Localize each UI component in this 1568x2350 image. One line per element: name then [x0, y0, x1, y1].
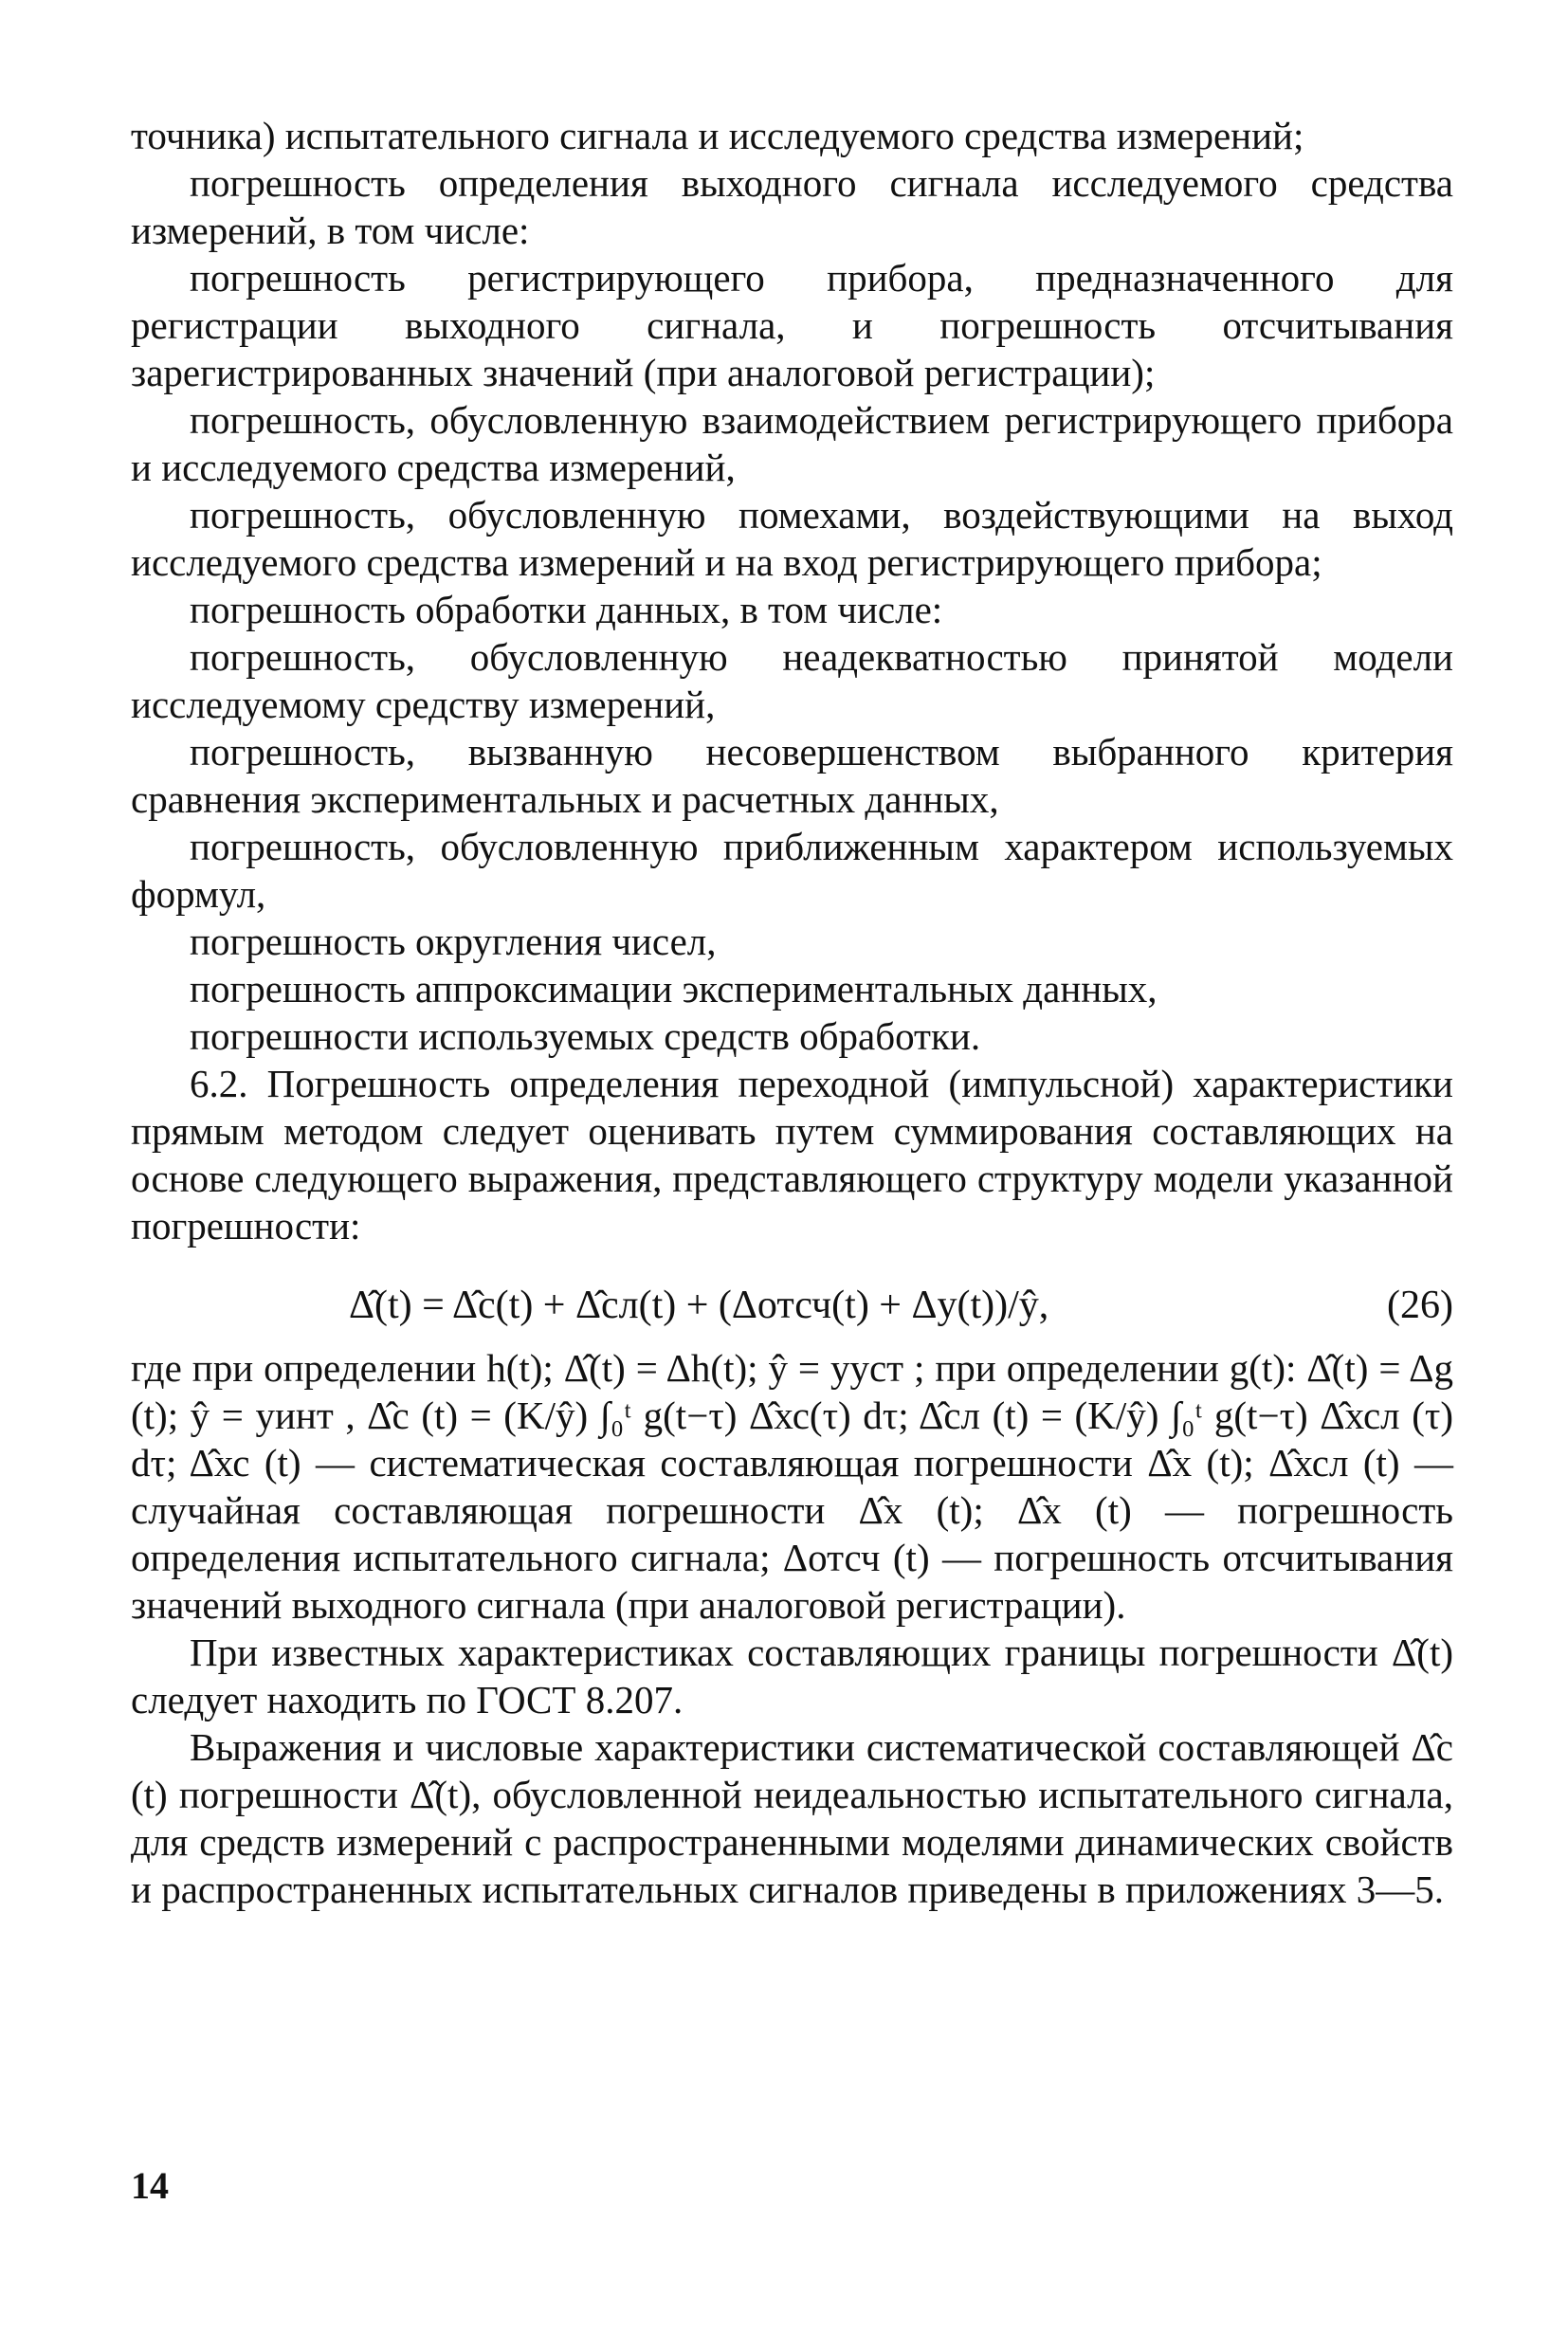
paragraph-3: погрешность регистрирующего прибора, предназначенного для регистрации выходного сигнала, и погрешность отсчитывания зарегистрированных значений (при аналоговой регистрации); — [131, 256, 1453, 394]
paragraph-11: погрешность аппроксимации экспериментальных данных, — [190, 967, 1158, 1011]
definitions-paragraph: где при определении h(t); Δ̂(t) = Δh(t); ŷ = yуст ; при определении g(t): Δ̂(t) = Δg (t); ŷ = yинт , Δ̂с (t) = (K/ŷ) ∫₀ᵗ g(t−τ) Δ̂хс(τ) dτ; Δ̂сл (t) = (K/ŷ) ∫₀ᵗ g(t−τ) Δ̂хсл (τ) dτ; Δ̂хс (t) — систематическая составляющая погрешности Δ̂х (t); Δ̂хсл (t) — случайная составляющая погрешности Δ̂х (t); Δ̂х (t) — погрешность определения испытательного сигнала; Δотсч (t) — погрешность отсчитывания значений выходного сигнала (при аналоговой регистрации). — [131, 1346, 1453, 1627]
document-body — [131, 112, 1453, 1913]
paragraph-6: погрешность обработки данных, в том числе: — [190, 588, 943, 631]
page-number: 14 — [131, 2164, 169, 2207]
paragraph-1: точника) испытательного сигнала и исследуемого средства измерений; — [131, 114, 1304, 157]
equation-formula: Δ̂(t) = Δ̂с(t) + Δ̂сл(t) + (Δотсч(t) + Δу(t))/ŷ, — [349, 1284, 1049, 1327]
appendix-reference-paragraph: Выражения и числовые характеристики систематической составляющей Δ̂с (t) погрешности Δ̂(t), обусловленной неидеальностью испытательного сигнала, для средств измерений с распространенными моделями динамических свойств и распространенных испытательных сигналов приведены в приложениях 3—5. — [131, 1725, 1453, 1911]
paragraph-5: погрешность, обусловленную помехами, воздействующими на выход исследуемого средства измерений и на вход регистрирующего прибора; — [131, 493, 1453, 584]
paragraph-9: погрешность, обусловленную приближенным характером используемых формул, — [131, 825, 1453, 916]
paragraph-7: погрешность, обусловленную неадекватностью принятой модели исследуемому средству измерений, — [131, 635, 1453, 726]
paragraph-12: погрешности используемых средств обработки. — [190, 1014, 981, 1058]
paragraph-2: погрешность определения выходного сигнала исследуемого средства измерений, в том числе: — [131, 161, 1453, 252]
section-6-2-paragraph: 6.2. Погрешность определения переходной (импульсной) характеристики прямым методом следует оценивать путем суммирования составляющих на основе следующего выражения, представляющего структуру модели указанной погрешности: — [131, 1062, 1453, 1248]
equation-26 — [131, 1266, 1453, 1344]
gost-reference-paragraph: При известных характеристиках составляющих границы погрешности Δ̂(t) следует находить по ГОСТ 8.207. — [131, 1630, 1453, 1722]
paragraph-8: погрешность, вызванную несовершенством выбранного критерия сравнения экспериментальных и расчетных данных, — [131, 730, 1453, 821]
equation-number: (26) — [1387, 1284, 1453, 1327]
paragraph-4: погрешность, обусловленную взаимодействием регистрирующего прибора и исследуемого средства измерений, — [131, 398, 1453, 489]
paragraph-10: погрешность округления чисел, — [190, 920, 717, 963]
